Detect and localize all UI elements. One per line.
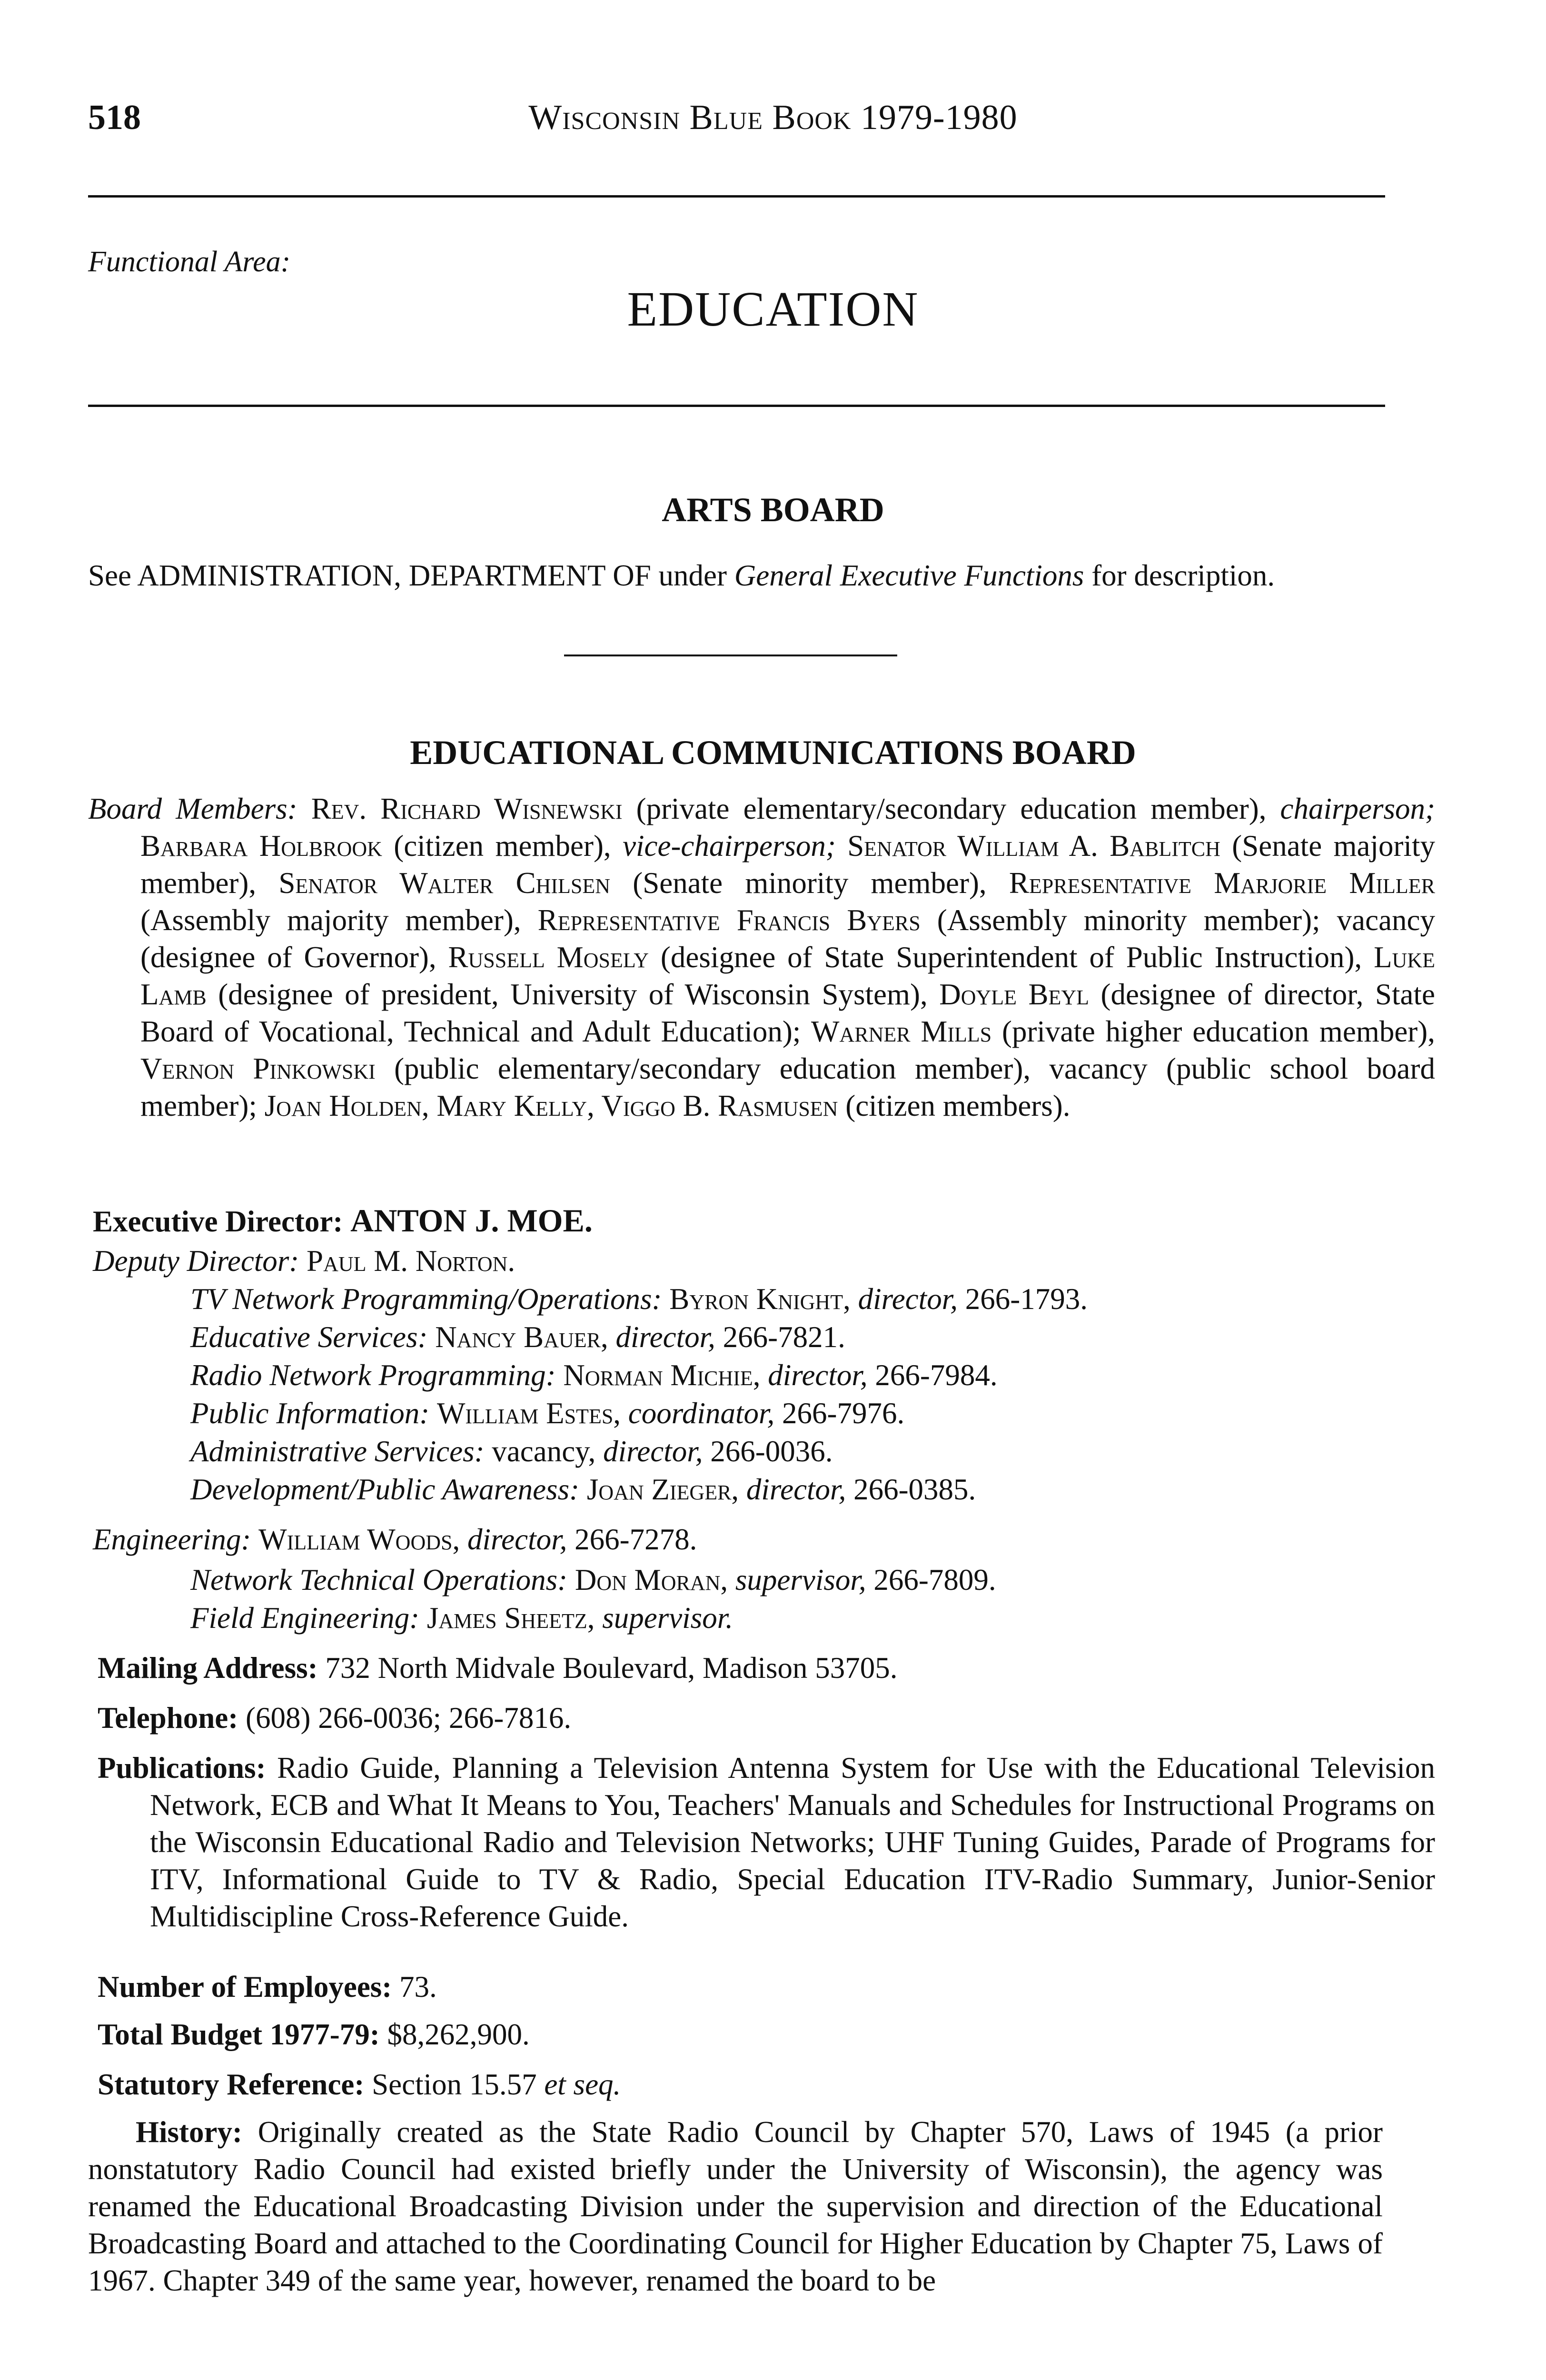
member-text: (public elementary/secondary education member), vacancy (public school board member); xyxy=(140,1052,1435,1122)
unit-phone: 266-7984. xyxy=(867,1359,998,1392)
unit-head-role: director, xyxy=(858,1282,958,1316)
unit-head-name: William Estes xyxy=(436,1397,614,1430)
unit-label: Network Technical Operations: xyxy=(190,1563,568,1597)
member-text: (Assembly minority member); vacancy (designee of Governor), xyxy=(140,903,1435,974)
deputy-director-label: Deputy Director: xyxy=(93,1244,299,1278)
deputy-unit-line: Administrative Services: vacancy, director, 266-0036. xyxy=(190,1435,833,1468)
unit-label: TV Network Programming/Operations: xyxy=(190,1282,662,1316)
statutory-reference-line xyxy=(98,2066,621,2103)
member-text: (Senate majority member), xyxy=(140,829,1435,900)
running-head-title: Wisconsin Blue Book 1979-1980 xyxy=(528,98,1018,137)
employees-line xyxy=(98,1968,437,2005)
unit-label: Public Information: xyxy=(190,1397,430,1430)
deputy-unit-line: Development/Public Awareness: Joan Zieger, director, 266-0385. xyxy=(190,1473,976,1506)
running-head xyxy=(0,98,1546,138)
member-name: Luke Lamb xyxy=(140,941,1435,1011)
arts-board-see-text: See ADMINISTRATION, DEPARTMENT OF under xyxy=(88,559,734,592)
unit-phone: 266-7809. xyxy=(866,1563,996,1597)
member-name: Vernon Pinkowski xyxy=(140,1052,376,1085)
engineering-unit-line: Field Engineering: James Sheetz, supervisor. xyxy=(190,1601,733,1635)
member-name: Representative Marjorie Miller xyxy=(1009,866,1436,900)
unit-label: Field Engineering: xyxy=(190,1601,420,1635)
deputy-unit-line: Public Information: William Estes, coordinator, 266-7976. xyxy=(190,1397,905,1430)
deputy-unit-line: Radio Network Programming: Norman Michie, director, 266-7984. xyxy=(190,1359,998,1392)
unit-phone: 266-0036. xyxy=(703,1435,833,1468)
budget-line xyxy=(98,2016,530,2053)
unit-label: Radio Network Programming: xyxy=(190,1359,556,1392)
deputy-director-name: Paul M. Norton xyxy=(307,1244,508,1278)
budget-label: Total Budget 1977-79: xyxy=(98,2018,380,2051)
mailing-address-label: Mailing Address: xyxy=(98,1651,318,1685)
history-paragraph xyxy=(88,2113,1383,2299)
unit-label: Development/Public Awareness: xyxy=(190,1473,580,1506)
engineering-label: Engineering: xyxy=(93,1523,251,1556)
member-text: (private higher education member), xyxy=(991,1015,1435,1048)
header-rule xyxy=(88,195,1385,198)
telephone-label: Telephone: xyxy=(98,1701,238,1735)
member-name: Warner Mills xyxy=(811,1015,992,1048)
member-name: Joan Holden, Mary Kelly, Viggo B. Rasmusen xyxy=(264,1089,838,1122)
arts-board-heading: ARTS BOARD xyxy=(662,491,884,529)
employees-count: 73. xyxy=(399,1970,437,2003)
unit-head-name: Joan Zieger xyxy=(586,1473,732,1506)
history-text: Originally created as the State Radio Council by Chapter 570, Laws of 1945 (a prior nonstatutory Radio Council had existed briefly under the University of Wisconsin), the agency was renamed the Educational Broadcasting Division under the supervision and direction of the Educational Broadcasting Board and attached to the Coordinating Council for Higher Education by Chapter 75, Laws of 1967. Chapter 349 of the same year, however, renamed the board to be xyxy=(88,2115,1383,2297)
unit-head-name: Norman Michie xyxy=(563,1359,753,1392)
executive-director-line xyxy=(93,1202,593,1240)
mailing-address-line xyxy=(98,1649,898,1686)
unit-head-role: coordinator, xyxy=(628,1397,775,1430)
unit-label: Educative Services: xyxy=(190,1320,428,1354)
engineering-head-role: director, xyxy=(467,1523,567,1556)
unit-head-role: director, xyxy=(615,1320,715,1354)
publications-label: Publications: xyxy=(98,1751,266,1785)
engineering-phone: 266-7278. xyxy=(567,1523,697,1556)
arts-board-see-suffix: for description. xyxy=(1084,559,1275,592)
member-text: (designee of director, State Board of Vocational, Technical and Adult Education); xyxy=(140,978,1435,1048)
member-text: (citizen member), xyxy=(382,829,623,863)
member-text: (Assembly majority member), xyxy=(140,903,538,937)
unit-phone: 266-1793. xyxy=(957,1282,1088,1316)
member-name: Rev. Richard Wisnewski xyxy=(311,792,623,825)
member-text: (designee of president, University of Wisconsin System), xyxy=(206,978,940,1011)
member-name: Senator William A. Bablitch xyxy=(835,829,1220,863)
member-name: Russell Mosely xyxy=(448,941,649,974)
engineering-unit-line: Network Technical Operations: Don Moran, supervisor, 266-7809. xyxy=(190,1563,996,1597)
unit-phone: 266-7821. xyxy=(715,1320,845,1354)
telephone-numbers: (608) 266-0036; 266-7816. xyxy=(245,1701,572,1735)
unit-phone: 266-0385. xyxy=(846,1473,976,1506)
statutory-reference: Section 15.57 xyxy=(372,2068,545,2101)
publications-list: Radio Guide, Planning a Television Antenna System for Use with the Educational Television Network, ECB and What It Means to You, Teachers' Manuals and Schedules for Instructional Programs on the Wisconsin Educational Radio and Television Networks; UHF Tuning Guides, Parade of Programs for ITV, Informational Guide to TV & Radio, Special Education ITV-Radio Summary, Junior-Senior Multidiscipline Cross-Reference Guide. xyxy=(150,1751,1435,1933)
unit-head-name: Don Moran xyxy=(575,1563,721,1597)
employees-label: Number of Employees: xyxy=(98,1970,392,2003)
mailing-address: 732 North Midvale Boulevard, Madison 53705. xyxy=(325,1651,898,1685)
unit-head-role: supervisor. xyxy=(602,1601,733,1635)
statutory-reference-italic: et seq. xyxy=(544,2068,621,2101)
deputy-director-line xyxy=(93,1242,515,1279)
member-text: (designee of State Superintendent of Public Instruction), xyxy=(649,941,1374,974)
publications-paragraph xyxy=(98,1749,1435,1935)
engineering-line: Engineering: William Woods, director, 266-7278. xyxy=(93,1523,697,1556)
board-members-paragraph xyxy=(88,790,1435,1124)
unit-head-role: director, xyxy=(746,1473,846,1506)
member-name: Doyle Beyl xyxy=(939,978,1090,1011)
arts-board-see-italic: General Executive Functions xyxy=(734,559,1084,592)
member-name: Senator Walter Chilsen xyxy=(278,866,611,900)
telephone-line xyxy=(98,1699,571,1736)
unit-head-name: Byron Knight xyxy=(669,1282,843,1316)
executive-director-label: Executive Director: xyxy=(93,1205,343,1238)
unit-head-role: director, xyxy=(603,1435,703,1468)
member-role: vice-chairperson; xyxy=(623,829,836,863)
member-text: (Senate minority member), xyxy=(610,866,1009,900)
statutory-reference-label: Statutory Reference: xyxy=(98,2068,365,2101)
section-rule xyxy=(88,405,1385,407)
unit-head-name: James Sheetz xyxy=(426,1601,587,1635)
member-name: Representative Francis Byers xyxy=(537,903,921,937)
deputy-unit-line: Educative Services: Nancy Bauer, director, 266-7821. xyxy=(190,1320,845,1354)
unit-head-name: Nancy Bauer xyxy=(435,1320,601,1354)
ecb-heading: EDUCATIONAL COMMUNICATIONS BOARD xyxy=(410,734,1136,772)
member-role: chairperson; xyxy=(1280,792,1436,825)
member-text: (citizen members). xyxy=(838,1089,1070,1122)
member-text: (private elementary/secondary education member), xyxy=(622,792,1280,825)
history-label: History: xyxy=(136,2115,242,2149)
deputy-director-end: . xyxy=(507,1244,515,1278)
engineering-head-name: William Woods xyxy=(258,1523,453,1556)
executive-director-name: ANTON J. MOE. xyxy=(350,1202,593,1239)
unit-head-name: vacancy xyxy=(492,1435,588,1468)
unit-phone: 266-7976. xyxy=(774,1397,905,1430)
unit-head-role: supervisor, xyxy=(735,1563,866,1597)
board-members-label: Board Members: xyxy=(88,792,297,825)
deputy-unit-line: TV Network Programming/Operations: Byron Knight, director, 266-1793. xyxy=(190,1282,1088,1316)
functional-area-label: Functional Area: xyxy=(88,246,291,278)
unit-label: Administrative Services: xyxy=(190,1435,485,1468)
unit-head-role: director, xyxy=(768,1359,868,1392)
page-number: 518 xyxy=(88,98,141,137)
member-name: Barbara Holbrook xyxy=(140,829,382,863)
section-title: EDUCATION xyxy=(627,282,919,337)
budget-amount: $8,262,900. xyxy=(387,2018,530,2051)
arts-board-description xyxy=(88,557,1435,594)
short-divider xyxy=(564,654,897,656)
